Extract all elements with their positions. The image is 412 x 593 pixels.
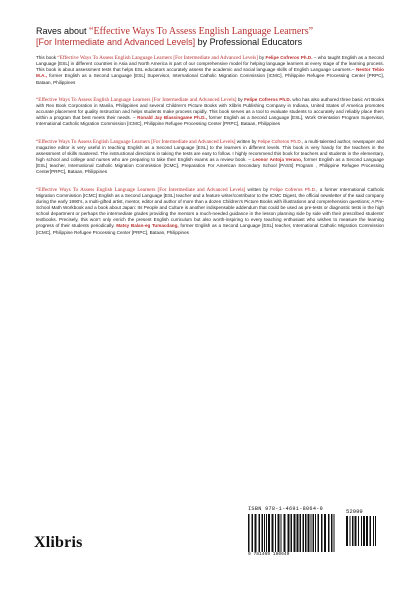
price-code: 52999 <box>346 508 363 515</box>
review-by: written by <box>235 138 258 144</box>
raves-heading <box>36 26 384 48</box>
isbn-label: ISBN 978-1-4691-8064-9 <box>248 506 324 512</box>
barcode-bar <box>255 514 257 552</box>
review-1 <box>36 55 384 86</box>
ean-barcode <box>248 514 340 552</box>
review-book-title: “Effective Ways To Assess English Language Learners [For Intermediate and Advanced Levels] <box>36 138 236 145</box>
barcode-bar <box>375 516 376 546</box>
barcode-bar <box>315 514 316 552</box>
barcode-bar <box>294 514 296 552</box>
barcode-bar <box>259 514 261 552</box>
barcode-bar <box>352 516 354 546</box>
raves-prefix: Raves about <box>36 26 90 36</box>
barcode-bar <box>278 514 280 552</box>
barcode-bar <box>311 514 312 552</box>
price-barcode <box>346 516 380 546</box>
review-book-title: “Effective Ways To Assess English Language Learners [For Intermediate and Advanced Levels] <box>36 186 246 193</box>
review-book-title: “Effective Ways To Assess English Language Learners [For Intermediate and Advanced Levels] <box>57 55 258 61</box>
barcode-bar <box>361 516 362 546</box>
barcode-bar <box>313 514 315 552</box>
review-author: Felipe Cofreros Ph.D. <box>257 138 302 144</box>
barcode-bar <box>346 516 348 546</box>
barcode-box <box>244 506 386 562</box>
barcode-bar <box>291 514 293 552</box>
barcode-bar <box>350 516 351 546</box>
barcode-bar <box>331 514 333 552</box>
barcode-bar <box>321 514 323 552</box>
barcode-bar <box>370 516 372 546</box>
reviewer-credentials: former English as a Second Language [ESL] teacher, International Catholic Migration Commission [ICMC], Preparation For American Secondary School [PASS] Program , Philippine Refugee Processing Center[PRPC], Bataan, Philippines <box>36 157 384 175</box>
review-by: written by <box>245 186 271 192</box>
barcode-bar <box>272 514 274 552</box>
reviewer-name: Ronald Jay Blassingame Ph.D., <box>137 115 207 121</box>
ean-digits: 9 781469 180649 <box>248 552 290 557</box>
barcode-bar <box>275 514 276 552</box>
review-body: , a former International Catholic Migration Commission [ICMC] English as a Second Language [ESL] teacher and a feature writer/contributor to the ICMC Digest, the official newsletter of the said company during the early 1990’s, a multi-gifted artist, mentor, editor and author of more than a dozen Children’s Picture Books with illustrations and comprehension questions; A Pre-School Math Workbook and a book about Japan: Its People and Culture is another indispensable addendum that could be used as pre-tests or diagnostic tests in the high school department or perhaps the intermediate grades providing the mentors a much-needed guidance in the lesson planning side by side with their prescribed students’ textbooks. Precisely, this won’t only enrich the present English curriculum but also worth-inspiring to every teaching enthusiast who wishes to measure the learning progress of their students periodically. <box>36 186 385 229</box>
barcode-bar <box>300 514 302 552</box>
barcode-bar <box>252 514 254 552</box>
raves-book-title: “Effective Ways To Assess English Language Learners” <box>89 26 314 37</box>
review-2 <box>36 97 384 128</box>
review-by: by <box>236 96 245 102</box>
reviewer-name: Matsy Balan-eg Tumacdang, <box>116 223 179 229</box>
raves-suffix: by Professional Educators <box>195 37 303 47</box>
barcode-bar <box>355 516 357 546</box>
raves-book-subtitle: [For Intermediate and Advanced Levels] <box>36 37 196 47</box>
barcode-bar <box>363 516 365 546</box>
review-body: , a multi-talented author, newspaper and magazine editor is very useful in teaching English as a Second Language [ESL] to the learners in different levels. This book is very handy for the teachers in the assessment of skills mastered. The instructional directions in taking the tests are easy to follow. I highly recommend this book for teachers and students in the elementary, high school and college and nurses who are preparing to take their English exams as a review book. – <box>36 138 384 163</box>
review-author: Felipe Cofreros Ph.D. <box>244 96 291 102</box>
barcode-bar <box>373 516 374 546</box>
barcode-bar <box>262 514 264 552</box>
review-author: Felipe Cofreros Ph.D. <box>270 186 317 192</box>
reviewer-credentials: former English as a Second Language [ESL] Supervisor, International Catholic Migration Commission [ICMC], Philippine Refugee Processing Center [PRPC], Bataan, Philippines <box>36 73 384 85</box>
barcode-bar <box>264 514 265 552</box>
barcode-bar <box>268 514 270 552</box>
barcode-bar <box>248 514 250 552</box>
barcode-bar <box>297 514 299 552</box>
barcode-bar <box>324 514 326 552</box>
review-book-title: “Effective Ways To Assess English Language Learners [For Intermediate and Advanced Levels] <box>36 96 237 103</box>
barcode-bar <box>334 514 335 552</box>
barcode-bar <box>303 514 305 552</box>
barcode-bar <box>328 514 330 552</box>
barcode-bar <box>366 516 368 546</box>
review-4 <box>36 187 384 236</box>
publisher-logo: Xlibris <box>34 534 83 551</box>
barcode-bar <box>284 514 286 552</box>
reviewer-credentials: former English as a Second Language [ESL] teacher, International Catholic Migration Commission [ICMC], Philippine Refugee Processing Center [PRPC], Bataan, Philippines <box>36 223 384 235</box>
barcode-bar <box>281 514 282 552</box>
review-3 <box>36 139 384 176</box>
review-body: – who taught English as a Second Language [ESL] in different countries in Asia and North America is part of our comprehensive model for helping language learners at every stage of the learning process. This book is about assessment tests that helps ESL educators accurately assess the academic and social language skills of English Language Learners.– <box>36 55 384 73</box>
barcode-bar <box>266 514 267 552</box>
review-author: Felipe Cofreros Ph.D. <box>265 55 313 60</box>
review-by: by <box>257 55 266 60</box>
review-body: who has also authored three basic Art Books with Rex Book Corporation in Manila, Philippines and several Children’s Picture Books with Xlibris Publishing Company in Indiana, United States of America promotes accurate placement for quality Instruction and helps students make process rapidly. This book serves as a tool to evaluate students to accurately and reliably place them within a program that best meets their needs. – <box>36 96 385 121</box>
barcode-bar <box>318 514 320 552</box>
reviewer-credentials: former English as a Second Language [ESL], Work Orientation Program Supervisor, International Catholic Migration Commission [ICMC], Philippine Refugee Processing Center [PRPC], Bataan, Philippines <box>36 115 385 127</box>
reviewer-name: Leonor Antoja Verano, <box>252 157 303 163</box>
barcode-bar <box>288 514 290 552</box>
reviewer-name: Nestor Tebio M.A., <box>36 67 384 79</box>
barcode-bar <box>305 514 307 552</box>
barcode-bar <box>358 516 359 546</box>
barcode-bar <box>308 514 310 552</box>
review-pre: This book <box>36 55 58 60</box>
